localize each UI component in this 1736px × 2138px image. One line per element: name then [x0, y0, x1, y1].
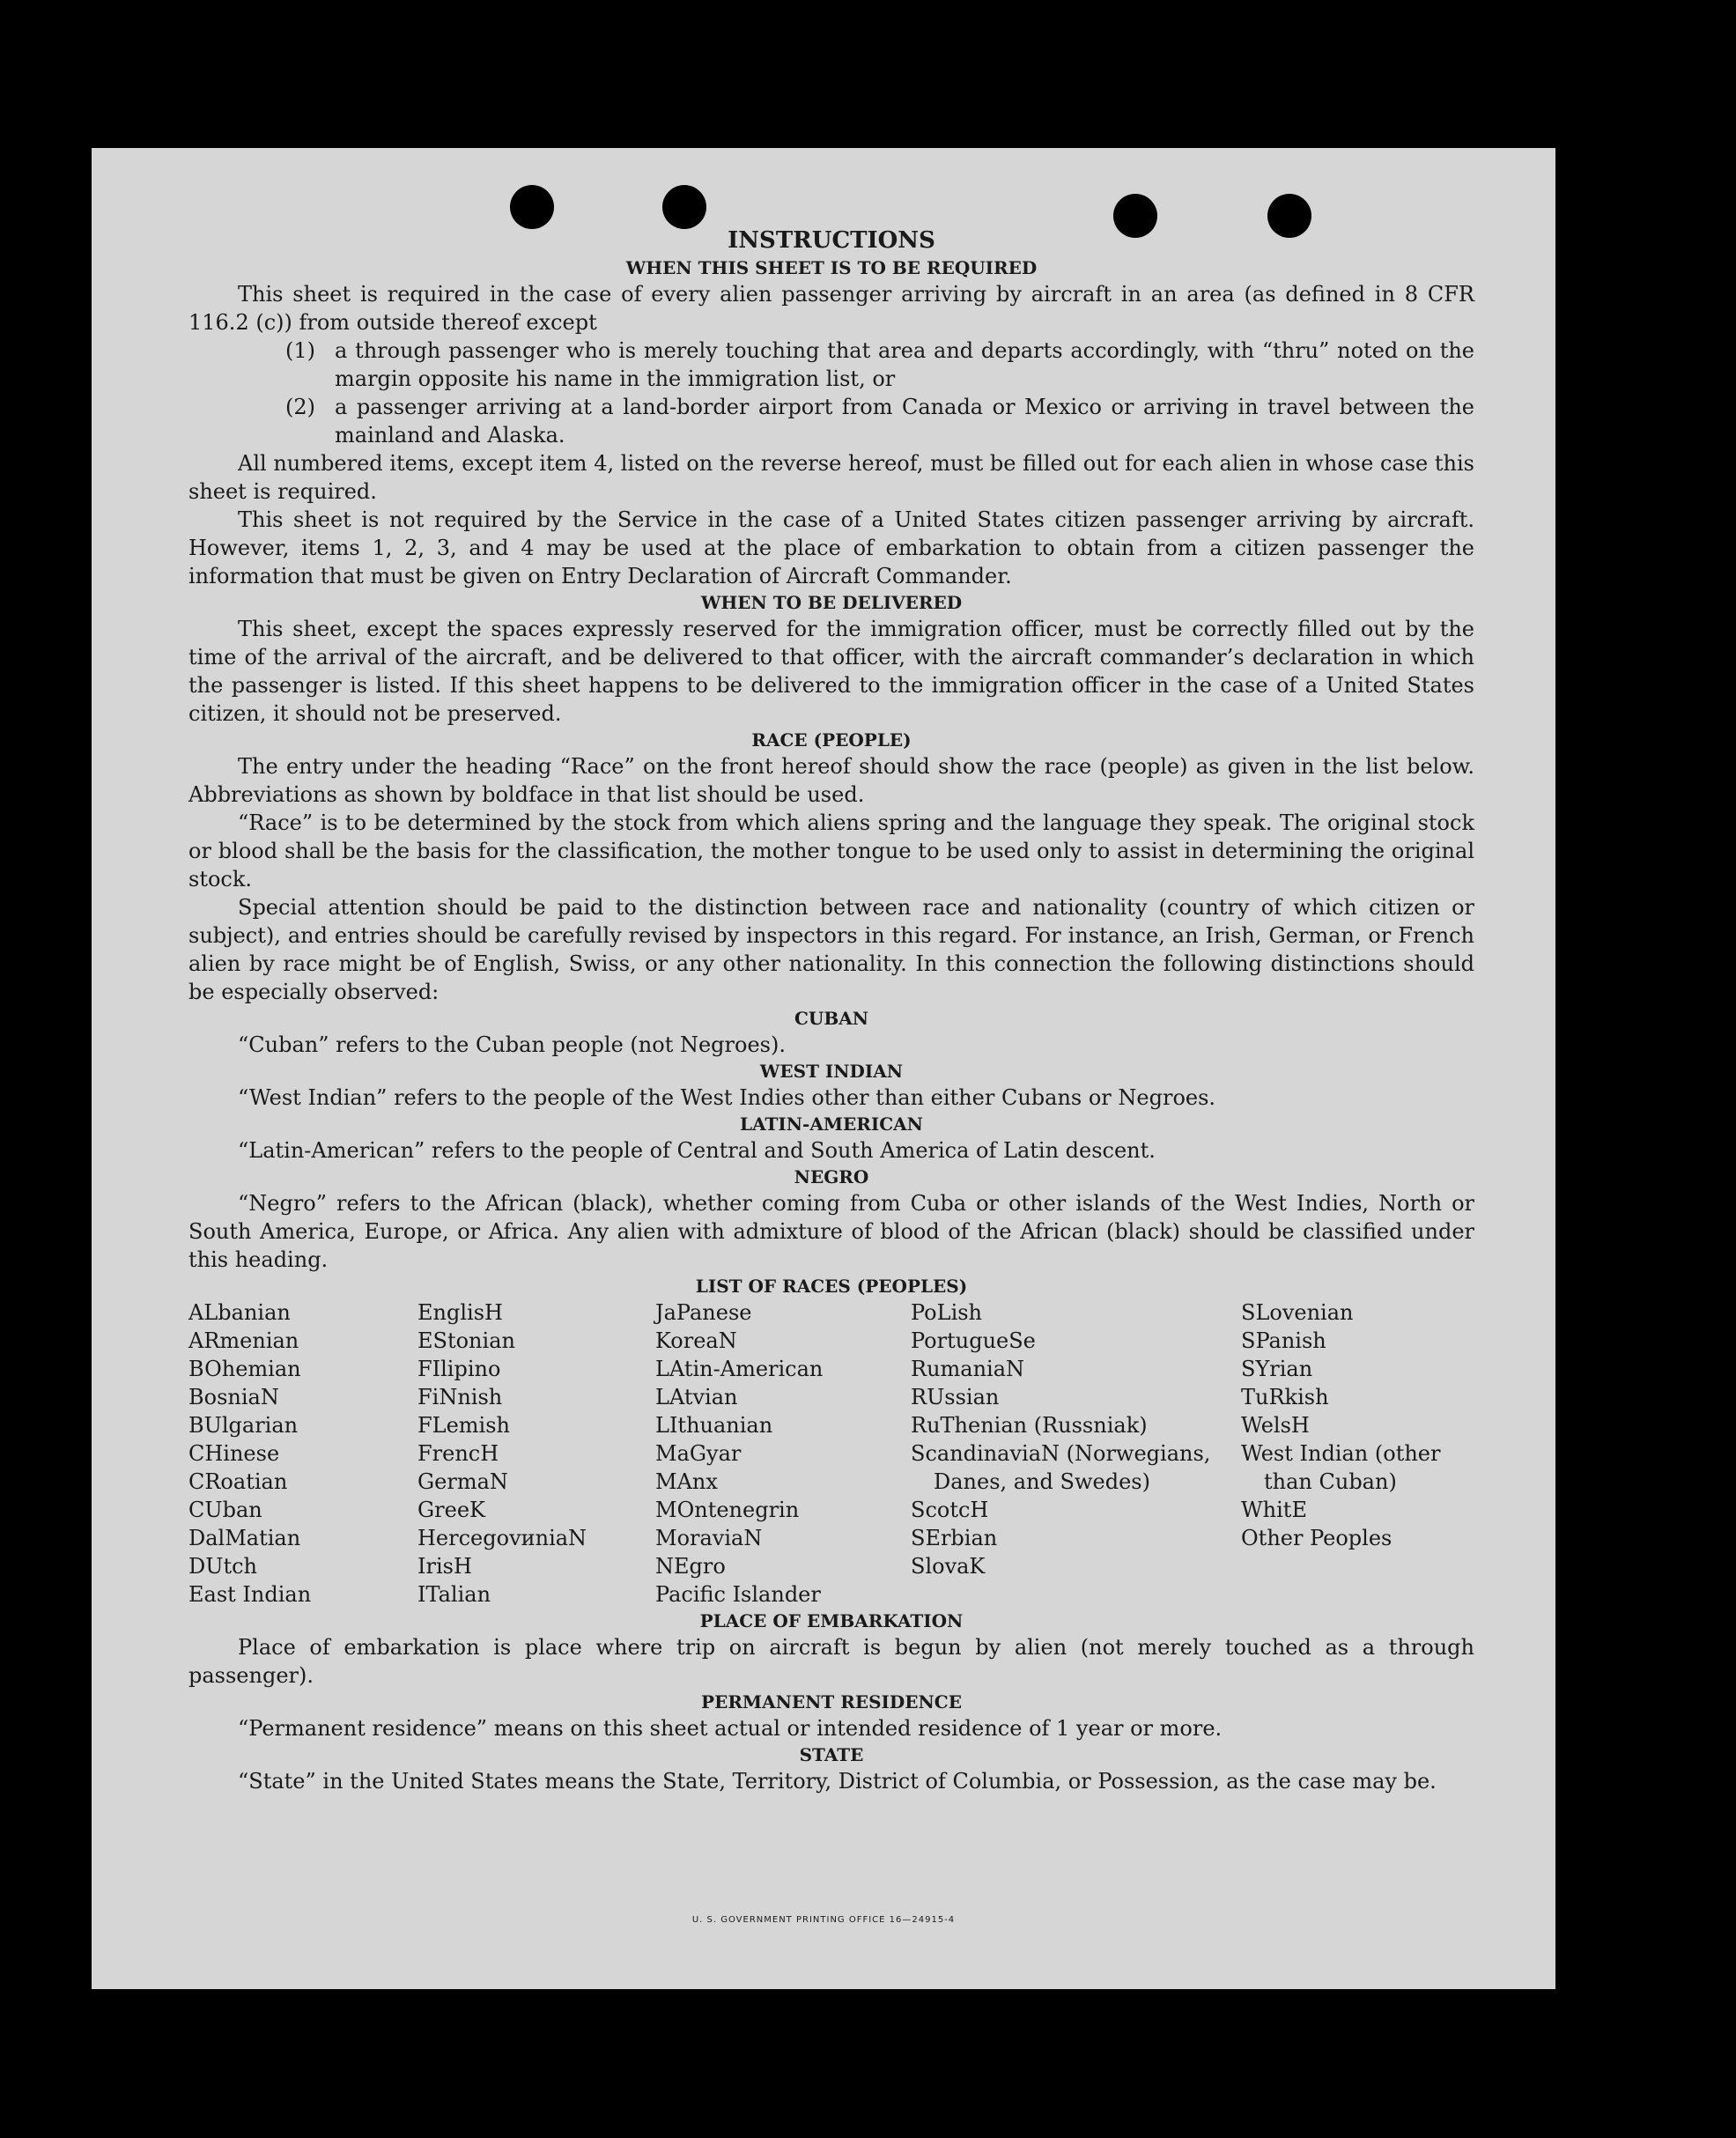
race-entry: RUssian [911, 1385, 1000, 1409]
race-entry: SPanish [1241, 1328, 1326, 1353]
race-entry: DalMatian [188, 1526, 301, 1550]
section-heading: NEGRO [794, 1166, 869, 1187]
race-entry: MAnx [655, 1469, 718, 1494]
race-entry: GermaN [417, 1469, 508, 1494]
list-item [188, 393, 1474, 449]
race-entry: MoraviaN [655, 1526, 763, 1550]
races-column [1241, 1298, 1474, 1609]
paragraph: All numbered items, except item 4, listed on the reverse hereof, must be filled out for each alien in whose case this sheet is required. [188, 451, 1474, 504]
race-entry: FrencH [417, 1441, 499, 1466]
race-entry: MaGyar [655, 1441, 742, 1466]
page-title: INSTRUCTIONS [728, 227, 935, 254]
race-entry: East Indian [188, 1582, 312, 1607]
race-entry: HercegovиniaN [417, 1526, 587, 1550]
paragraph: “West Indian” refers to the people of the West Indies other than either Cubans or Negroes. [238, 1085, 1216, 1110]
race-entry: NEgro [655, 1554, 726, 1579]
race-entry: CHinese [188, 1441, 280, 1466]
race-entry: SlovaK [911, 1554, 986, 1579]
race-entry: LAtin-American [655, 1357, 824, 1381]
paragraph: “Permanent residence” means on this sheet actual or intended residence of 1 year or more. [238, 1716, 1223, 1741]
race-entry: WelsH [1241, 1413, 1310, 1438]
paragraph: “Latin-American” refers to the people of Central and South America of Latin descent. [238, 1138, 1156, 1163]
race-entry: RuThenian (Russniak) [911, 1413, 1148, 1438]
paragraph: This sheet is not required by the Service in the case of a United States citizen passenger arriving by aircraft. However, items 1, 2, 3, and 4 may be used at the place of embarkation to obtain from a citizen passenger the information that must be given on Entry Declaration of Aircraft Commander. [188, 507, 1474, 588]
races-column [655, 1298, 911, 1609]
races-columns [188, 1298, 1474, 1609]
instructions-body [188, 226, 1474, 1795]
paragraph: “Negro” refers to the African (black), whether coming from Cuba or other islands of the West Indies, North or South America, Europe, or Africa. Any alien with admixture of blood of the African (black) should be classified under this heading. [188, 1191, 1474, 1272]
document-sheet [92, 148, 1555, 1989]
race-entry: PoLish [911, 1300, 983, 1325]
section-race [188, 728, 1474, 1006]
section-heading: CUBAN [794, 1008, 869, 1029]
races-column [188, 1298, 417, 1609]
paragraph: This sheet, except the spaces expressly reserved for the immigration officer, must be correctly filled out by the time of the arrival of the aircraft, and be delivered to that officer, with the aircraft commander’s declaration in which the passenger is listed. If this sheet happens to be delivered to the immigration officer in the case of a United States citizen, it should not be preserved. [188, 617, 1474, 726]
section-delivered [188, 590, 1474, 728]
section-heading: PERMANENT RESIDENCE [701, 1691, 962, 1713]
race-entry: ScotcH [911, 1498, 989, 1522]
paragraph: The entry under the heading “Race” on the front hereof should show the race (people) as given in the list below. Abbreviations as shown by boldface in that list should be used. [188, 754, 1474, 807]
list-item [188, 337, 1474, 393]
paragraph: “Race” is to be determined by the stock from which aliens spring and the language they speak. The original stock or blood shall be the basis for the classification, the mother tongue to be used only to assist in determining the original stock. [188, 810, 1474, 891]
section-heading: PLACE OF EMBARKATION [699, 1610, 964, 1631]
section-latin-american [188, 1112, 1474, 1165]
race-entry: LIthuanian [655, 1413, 773, 1438]
item-number: (1) [285, 338, 315, 363]
paragraph: “State” in the United States means the State, Territory, District of Columbia, or Possession, as the case may be. [238, 1769, 1437, 1794]
paragraph: This sheet is required in the case of every alien passenger arriving by aircraft in an area (as defined in 8 CFR 116.2 (c)) from outside thereof except [188, 282, 1474, 335]
race-entry: JaPanese [655, 1300, 752, 1325]
section-heading: WHEN THIS SHEET IS TO BE REQUIRED [625, 257, 1038, 278]
race-entry: EStonian [417, 1328, 515, 1353]
section-heading: RACE (PEOPLE) [751, 729, 912, 751]
paragraph: “Cuban” refers to the Cuban people (not Negroes). [238, 1032, 786, 1057]
race-entry: BUlgarian [188, 1413, 299, 1438]
race-entry: KoreaN [655, 1328, 737, 1353]
race-entry: ITalian [417, 1582, 491, 1607]
races-list [188, 1274, 1474, 1609]
race-entry: WhitE [1241, 1498, 1307, 1522]
item-number: (2) [285, 395, 315, 419]
race-entry: TuRkish [1241, 1385, 1329, 1409]
section-heading: WHEN TO BE DELIVERED [700, 592, 963, 613]
race-entry: LAtvian [655, 1385, 738, 1409]
race-entry: RumaniaN [911, 1357, 1025, 1381]
race-entry: Other Peoples [1241, 1526, 1392, 1550]
section-residence [188, 1690, 1474, 1742]
section-negro [188, 1165, 1474, 1274]
item-text: a passenger arriving at a land-border airport from Canada or Mexico or arriving in travel between the mainland and Alaska. [335, 395, 1474, 448]
race-entry: ALbanian [188, 1300, 291, 1325]
race-entry: GreeK [417, 1498, 485, 1522]
section-heading: STATE [799, 1744, 864, 1765]
race-entry: FiNnish [417, 1385, 503, 1409]
race-entry: CUban [188, 1498, 262, 1522]
race-entry: PortugueSe [911, 1328, 1036, 1353]
race-entry: IrisH [417, 1554, 472, 1579]
race-entry: Pacific Islander [655, 1582, 821, 1607]
section-embarkation [188, 1609, 1474, 1690]
race-entry: ScandinaviaN (Norwegians, Danes, and Swedes) [911, 1441, 1211, 1494]
punch-hole [510, 185, 554, 229]
section-heading: WEST INDIAN [759, 1061, 904, 1082]
paragraph: Special attention should be paid to the distinction between race and nationality (country of which citizen or subject), and entries should be carefully revised by inspectors in this regard. For instance, an Irish, German, or French alien by race might be of English, Swiss, or any other nationality. In this connection the following distinctions should be especially observed: [188, 895, 1474, 1004]
race-entry: SYrian [1241, 1357, 1313, 1381]
race-entry: FLemish [417, 1413, 510, 1438]
race-entry: MOntenegrin [655, 1498, 800, 1522]
race-entry: DUtch [188, 1554, 258, 1579]
section-cuban [188, 1006, 1474, 1059]
race-entry: ARmenian [188, 1328, 299, 1353]
races-column [911, 1298, 1241, 1609]
race-entry: BOhemian [188, 1357, 301, 1381]
race-entry: CRoatian [188, 1469, 288, 1494]
race-entry: SErbian [911, 1526, 998, 1550]
race-entry: BosniaN [188, 1385, 279, 1409]
printer-imprint: U. S. GOVERNMENT PRINTING OFFICE 16—24915-4 [691, 1915, 956, 1925]
races-column [417, 1298, 655, 1609]
race-entry: EnglisH [417, 1300, 503, 1325]
section-state [188, 1742, 1474, 1795]
section-west-indian [188, 1059, 1474, 1112]
section-heading: LATIN-AMERICAN [740, 1113, 923, 1135]
punch-hole [662, 185, 706, 229]
section-heading: LIST OF RACES (PEOPLES) [695, 1276, 968, 1297]
race-entry: SLovenian [1241, 1300, 1354, 1325]
race-entry: West Indian (other than Cuban) [1241, 1441, 1441, 1494]
item-text: a through passenger who is merely touching that area and departs accordingly, with “thru” noted on the margin opposite his name in the immigration list, or [335, 338, 1474, 391]
paragraph: Place of embarkation is place where trip on aircraft is begun by alien (not merely touched as a through passenger). [188, 1635, 1474, 1688]
race-entry: FIlipino [417, 1357, 501, 1381]
section-required [188, 255, 1474, 590]
